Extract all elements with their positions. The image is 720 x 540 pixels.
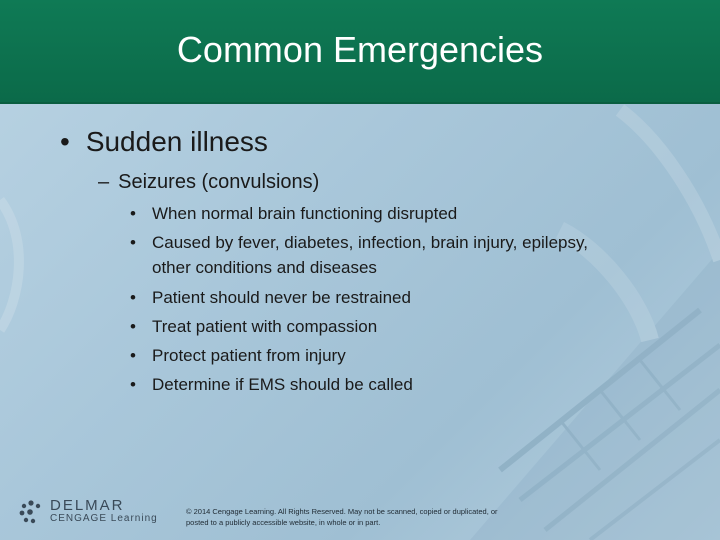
list-item: [130, 345, 600, 366]
list-item-text: Treat patient with compassion: [152, 317, 378, 336]
logo-line-2: CENGAGE Learning: [50, 513, 158, 524]
publisher-logo: [18, 498, 158, 525]
logo-line-1: DELMAR: [50, 497, 125, 514]
bullet-marker: •: [130, 375, 136, 394]
bullet-marker: •: [130, 346, 136, 365]
bullet-marker: •: [130, 317, 136, 336]
list-item: [130, 287, 600, 308]
list-item: [130, 316, 600, 337]
bullet-marker: •: [130, 233, 136, 252]
list-item: [130, 203, 600, 224]
logo-wordmark: [50, 498, 158, 525]
bullet-marker: •: [130, 204, 136, 223]
bullet-list: [130, 203, 600, 403]
list-item: [130, 374, 600, 395]
bullet-marker: •: [130, 288, 136, 307]
slide-title: Common Emergencies: [176, 29, 544, 70]
list-item: [130, 232, 600, 280]
level2-item: [98, 171, 319, 194]
level1-item: [60, 126, 268, 158]
list-item-text: Determine if EMS should be called: [152, 375, 413, 394]
list-item-text: Protect patient from injury: [152, 346, 346, 365]
list-item-text: Patient should never be restrained: [152, 288, 411, 307]
copyright-notice: © 2014 Cengage Learning. All Rights Reserved. May not be scanned, copied or duplicated, or posted to a publicly accessible website, in whole or in part.: [186, 507, 498, 527]
bullet-marker: •: [60, 126, 70, 157]
list-item-text: Caused by fever, diabetes, infection, brain injury, epilepsy, other conditions and diseases: [152, 233, 588, 277]
level1-text: Sudden illness: [85, 126, 268, 157]
dash-marker: –: [98, 171, 110, 193]
cengage-mark-icon: [18, 499, 44, 525]
level2-text: Seizures (convulsions): [118, 171, 320, 193]
list-item-text: When normal brain functioning disrupted: [152, 204, 458, 223]
